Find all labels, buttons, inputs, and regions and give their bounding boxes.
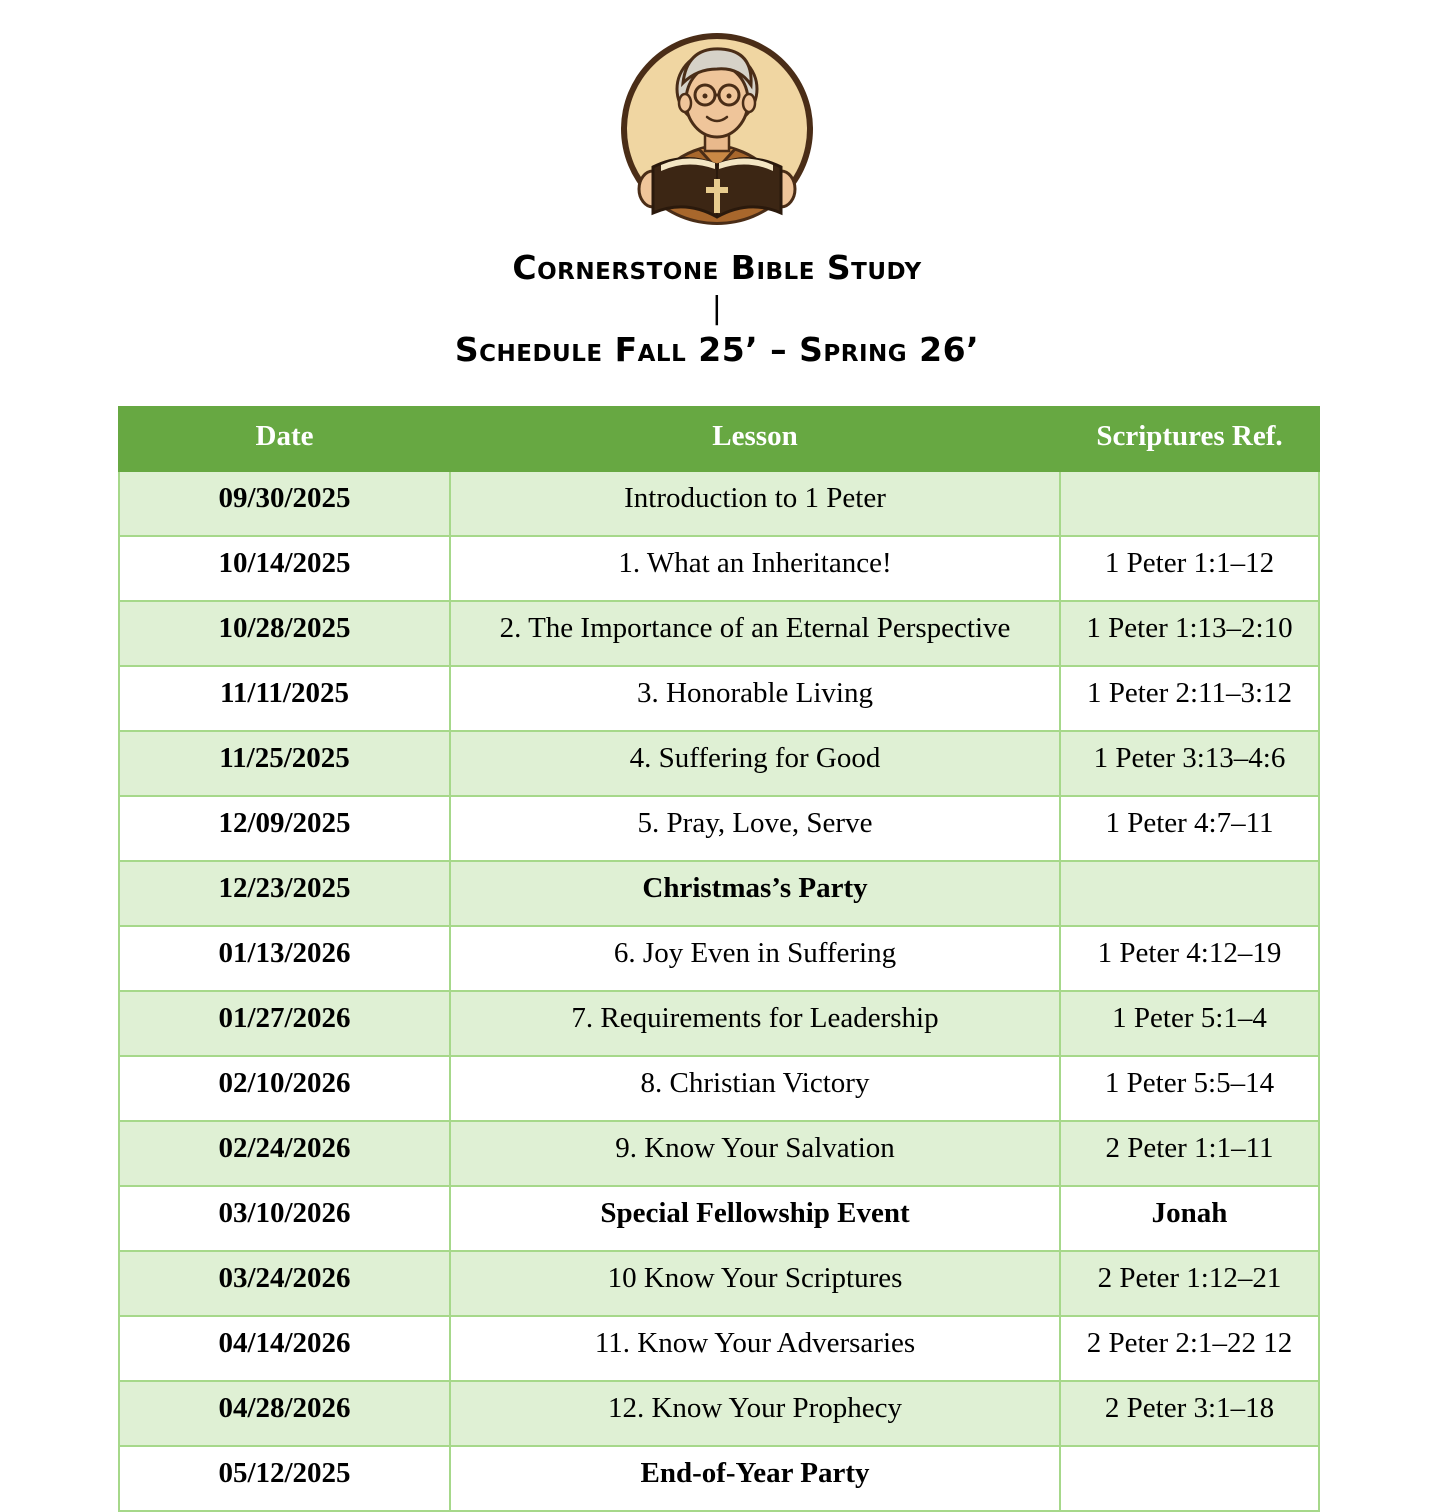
page-subtitle: Schedule Fall 25’ – Spring 26’ xyxy=(454,330,980,369)
column-header-lesson: Lesson xyxy=(450,407,1060,471)
row-scripture-ref: 1 Peter 1:13–2:10 xyxy=(1060,601,1319,666)
row-lesson: 5. Pray, Love, Serve xyxy=(450,796,1060,861)
row-lesson: Christmas’s Party xyxy=(450,861,1060,926)
table-row xyxy=(119,1186,1319,1251)
row-date: 09/30/2025 xyxy=(119,471,450,536)
table-row xyxy=(119,1121,1319,1186)
table-header-row xyxy=(119,407,1319,471)
row-scripture-ref: 1 Peter 5:1–4 xyxy=(1060,991,1319,1056)
column-header-ref: Scriptures Ref. xyxy=(1060,407,1319,471)
table-row xyxy=(119,1381,1319,1446)
row-lesson: 4. Suffering for Good xyxy=(450,731,1060,796)
schedule-body xyxy=(119,471,1319,1511)
table-row xyxy=(119,1316,1319,1381)
row-scripture-ref: 1 Peter 4:7–11 xyxy=(1060,796,1319,861)
row-lesson: 11. Know Your Adversaries xyxy=(450,1316,1060,1381)
row-scripture-ref: 1 Peter 4:12–19 xyxy=(1060,926,1319,991)
row-scripture-ref: 2 Peter 1:12–21 xyxy=(1060,1251,1319,1316)
table-row xyxy=(119,1446,1319,1511)
row-scripture-ref: 2 Peter 2:1–22 12 xyxy=(1060,1316,1319,1381)
row-lesson: 7. Requirements for Leadership xyxy=(450,991,1060,1056)
table-row xyxy=(119,1056,1319,1121)
row-date: 02/10/2026 xyxy=(119,1056,450,1121)
row-date: 11/25/2025 xyxy=(119,731,450,796)
row-date: 05/12/2025 xyxy=(119,1446,450,1511)
row-date: 04/28/2026 xyxy=(119,1381,450,1446)
table-row xyxy=(119,601,1319,666)
row-lesson: 8. Christian Victory xyxy=(450,1056,1060,1121)
row-lesson: 3. Honorable Living xyxy=(450,666,1060,731)
table-row xyxy=(119,926,1319,991)
row-lesson: 2. The Importance of an Eternal Perspective xyxy=(450,601,1060,666)
table-row xyxy=(119,796,1319,861)
row-scripture-ref: Jonah xyxy=(1060,1186,1319,1251)
row-date: 01/13/2026 xyxy=(119,926,450,991)
row-lesson: Special Fellowship Event xyxy=(450,1186,1060,1251)
row-lesson: 6. Joy Even in Suffering xyxy=(450,926,1060,991)
row-scripture-ref xyxy=(1060,861,1319,926)
reader-with-bible-logo-icon xyxy=(617,27,817,237)
row-lesson: 9. Know Your Salvation xyxy=(450,1121,1060,1186)
table-row xyxy=(119,471,1319,536)
row-scripture-ref: 1 Peter 3:13–4:6 xyxy=(1060,731,1319,796)
table-row xyxy=(119,536,1319,601)
table-row xyxy=(119,666,1319,731)
table-row xyxy=(119,1251,1319,1316)
row-scripture-ref: 1 Peter 1:1–12 xyxy=(1060,536,1319,601)
title-separator: | xyxy=(711,291,723,326)
schedule-table xyxy=(118,406,1320,1512)
row-scripture-ref: 1 Peter 2:11–3:12 xyxy=(1060,666,1319,731)
row-date: 12/09/2025 xyxy=(119,796,450,861)
row-date: 12/23/2025 xyxy=(119,861,450,926)
table-row xyxy=(119,731,1319,796)
row-date: 02/24/2026 xyxy=(119,1121,450,1186)
table-row xyxy=(119,861,1319,926)
row-date: 10/28/2025 xyxy=(119,601,450,666)
row-date: 03/24/2026 xyxy=(119,1251,450,1316)
row-lesson: Introduction to 1 Peter xyxy=(450,471,1060,536)
row-scripture-ref: 2 Peter 1:1–11 xyxy=(1060,1121,1319,1186)
row-date: 04/14/2026 xyxy=(119,1316,450,1381)
column-header-date: Date xyxy=(119,407,450,471)
row-scripture-ref: 2 Peter 3:1–18 xyxy=(1060,1381,1319,1446)
page-title: Cornerstone Bible Study xyxy=(512,248,922,287)
row-lesson: 12. Know Your Prophecy xyxy=(450,1381,1060,1446)
row-scripture-ref xyxy=(1060,1446,1319,1511)
row-date: 10/14/2025 xyxy=(119,536,450,601)
row-scripture-ref: 1 Peter 5:5–14 xyxy=(1060,1056,1319,1121)
row-lesson: 1. What an Inheritance! xyxy=(450,536,1060,601)
row-scripture-ref xyxy=(1060,471,1319,536)
row-lesson: End-of-Year Party xyxy=(450,1446,1060,1511)
row-lesson: 10 Know Your Scriptures xyxy=(450,1251,1060,1316)
row-date: 11/11/2025 xyxy=(119,666,450,731)
table-row xyxy=(119,991,1319,1056)
row-date: 03/10/2026 xyxy=(119,1186,450,1251)
row-date: 01/27/2026 xyxy=(119,991,450,1056)
